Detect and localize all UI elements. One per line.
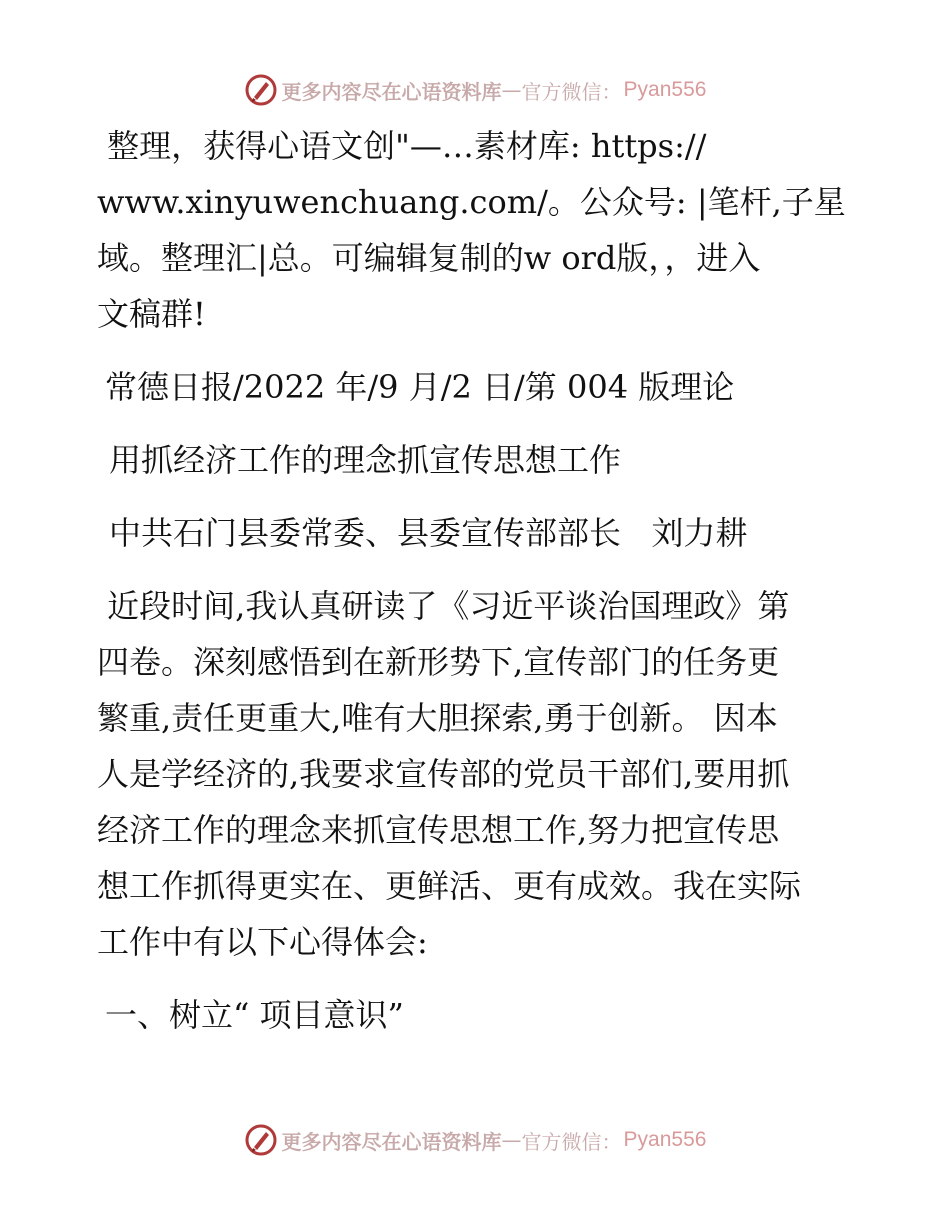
header-banner	[0, 70, 950, 110]
banner-main-text: 更多内容尽在心语资料库	[281, 79, 502, 104]
body-paragraph: 近段时间,我认真研读了《习近平谈治国理政》第 四卷。深刻感悟到在新形势下,宣传部门的任务更 繁重,责任更重大,唯有大胆探索,勇于创新。 因本 人是学经济的,我要求宣传部的党员干部们,要用抓 经济工作的理念来抓宣传思想工作,努力把宣传思 想工作抓得更实在、更鲜活、更有成效。我在实际 工作中有以下心得体会:	[97, 587, 802, 961]
banner-main-text: 更多内容尽在心语资料库	[281, 1129, 502, 1154]
author-line: 中共石门县委常委、县委宣传部部长 刘力耕	[109, 514, 748, 552]
banner-contact-id: Pyan556	[623, 1128, 707, 1151]
source-line: 常德日报/2022 年/9 月/2 日/第 004 版理论	[105, 368, 735, 406]
banner-contact-label: 官方微信：	[521, 1129, 622, 1154]
brush-logo-icon	[244, 73, 278, 107]
article-title: 用抓经济工作的理念抓宣传思想工作	[109, 441, 622, 479]
document-body	[97, 118, 857, 1060]
section-heading: 一、树立“ 项目意识”	[105, 996, 404, 1034]
banner-contact-label: 官方微信：	[521, 79, 622, 104]
brush-logo-icon	[244, 1123, 278, 1157]
intro-paragraph: 整理，获得心语文创"—…素材库: https:// www.xinyuwenchuang.com/。公众号: |笔杆,子星 域。整理汇|总。可编辑复制的w ord版，，进入 文稿群!	[97, 127, 846, 333]
banner-contact-id: Pyan556	[623, 78, 707, 101]
footer-banner	[0, 1120, 950, 1160]
banner-separator: —	[501, 1128, 522, 1152]
banner-separator: —	[501, 78, 522, 102]
